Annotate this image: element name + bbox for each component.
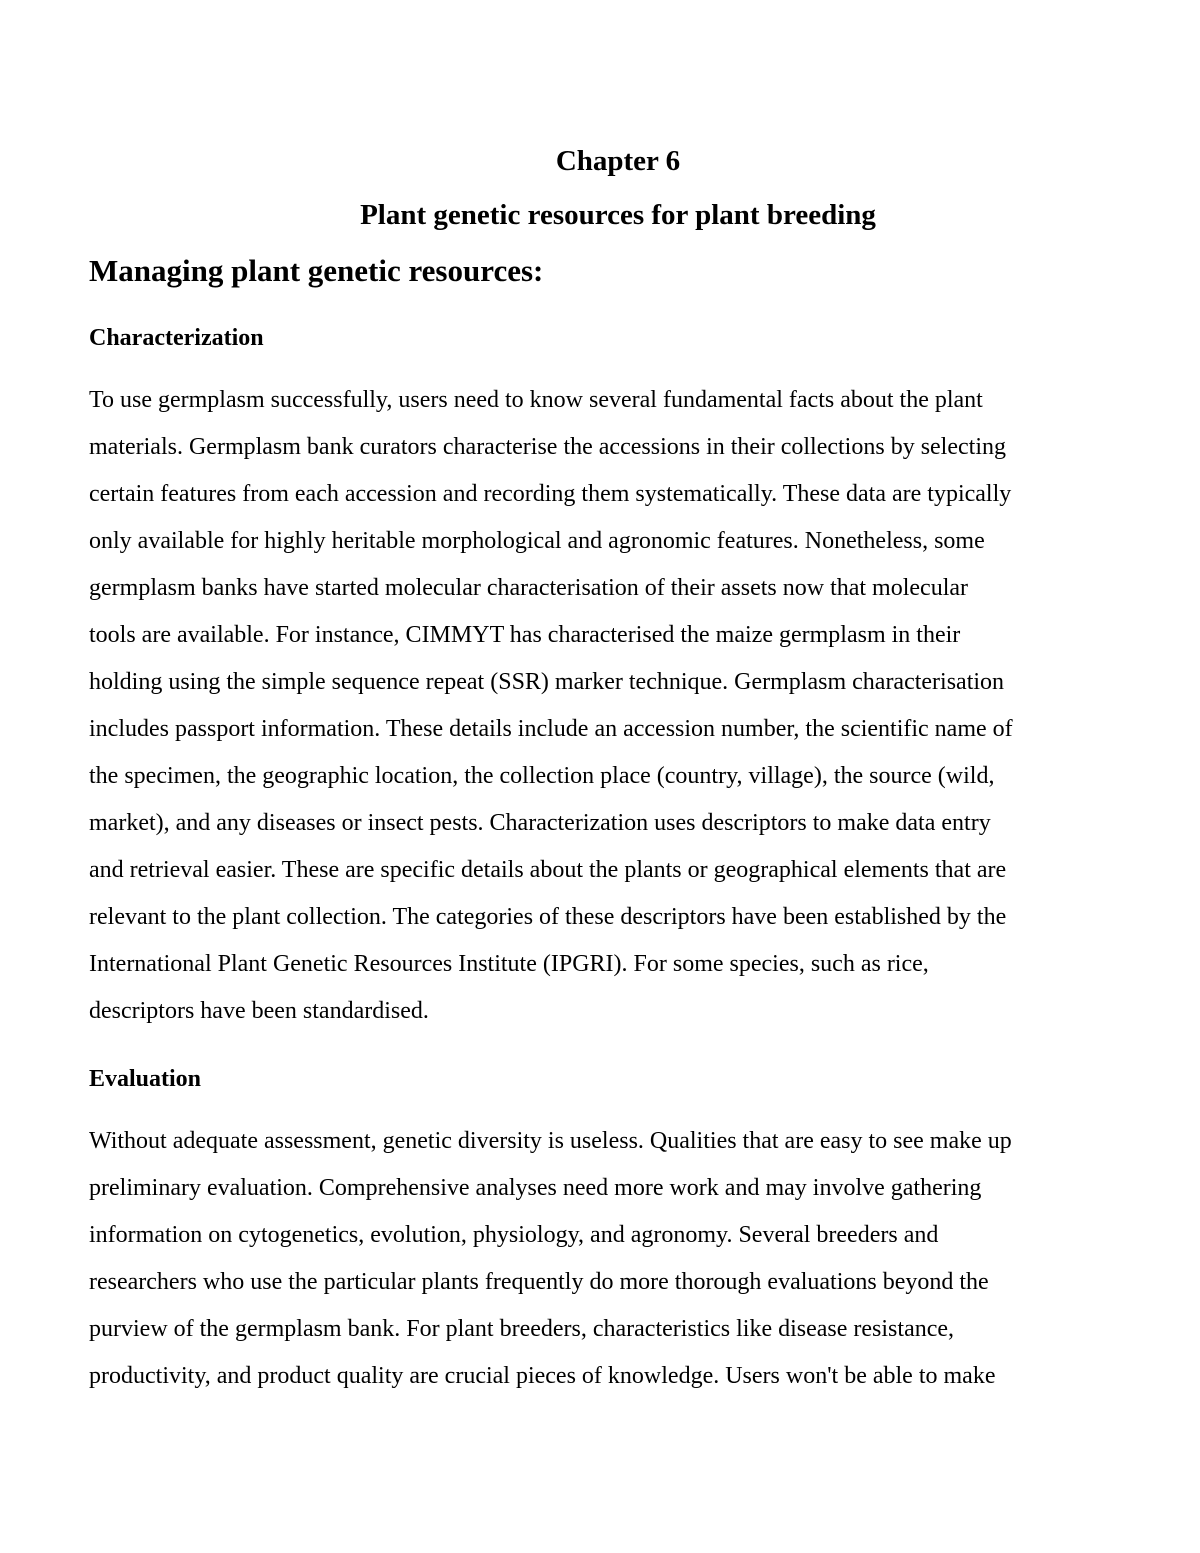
paragraph-line: purview of the germplasm bank. For plant breeders, characteristics like disease resistance, [89,1316,955,1342]
paragraph-line: market), and any diseases or insect pests. Characterization uses descriptors to make data entry [89,810,991,836]
evaluation-paragraph [89,1118,1164,1400]
paragraph-line: information on cytogenetics, evolution, physiology, and agronomy. Several breeders and [89,1222,939,1248]
characterization-heading: Characterization [89,325,264,351]
characterization-paragraph [89,377,1164,1035]
paragraph-line: the specimen, the geographic location, the collection place (country, village), the source (wild, [89,763,995,789]
paragraph-line: productivity, and product quality are crucial pieces of knowledge. Users won't be able to make [89,1363,996,1389]
paragraph-line: researchers who use the particular plants frequently do more thorough evaluations beyond the [89,1269,989,1295]
section-heading: Managing plant genetic resources: [89,253,544,288]
paragraph-line: To use germplasm successfully, users need to know several fundamental facts about the plant [89,387,983,413]
paragraph-line: includes passport information. These details include an accession number, the scientific name of [89,716,1013,742]
paragraph-line: materials. Germplasm bank curators characterise the accessions in their collections by selecting [89,434,1006,460]
paragraph-line: relevant to the plant collection. The categories of these descriptors have been established by the [89,904,1007,930]
evaluation-heading: Evaluation [89,1066,202,1092]
paragraph-line: Without adequate assessment, genetic diversity is useless. Qualities that are easy to see make up [89,1128,1012,1154]
paragraph-line: preliminary evaluation. Comprehensive analyses need more work and may involve gathering [89,1175,982,1201]
chapter-title: Chapter 6 [555,145,681,177]
paragraph-line: germplasm banks have started molecular characterisation of their assets now that molecular [89,575,969,601]
paragraph-line: certain features from each accession and recording them systematically. These data are typically [89,481,1012,507]
chapter-subtitle: Plant genetic resources for plant breeding [360,199,876,231]
paragraph-line: International Plant Genetic Resources Institute (IPGRI). For some species, such as rice, [89,951,929,977]
paragraph-line: tools are available. For instance, CIMMYT has characterised the maize germplasm in their [89,622,961,648]
paragraph-line: holding using the simple sequence repeat (SSR) marker technique. Germplasm characterisation [89,669,1005,695]
paragraph-line: only available for highly heritable morphological and agronomic features. Nonetheless, some [89,528,985,554]
paragraph-line: descriptors have been standardised. [89,998,429,1024]
paragraph-line: and retrieval easier. These are specific details about the plants or geographical elements that are [89,857,1007,883]
